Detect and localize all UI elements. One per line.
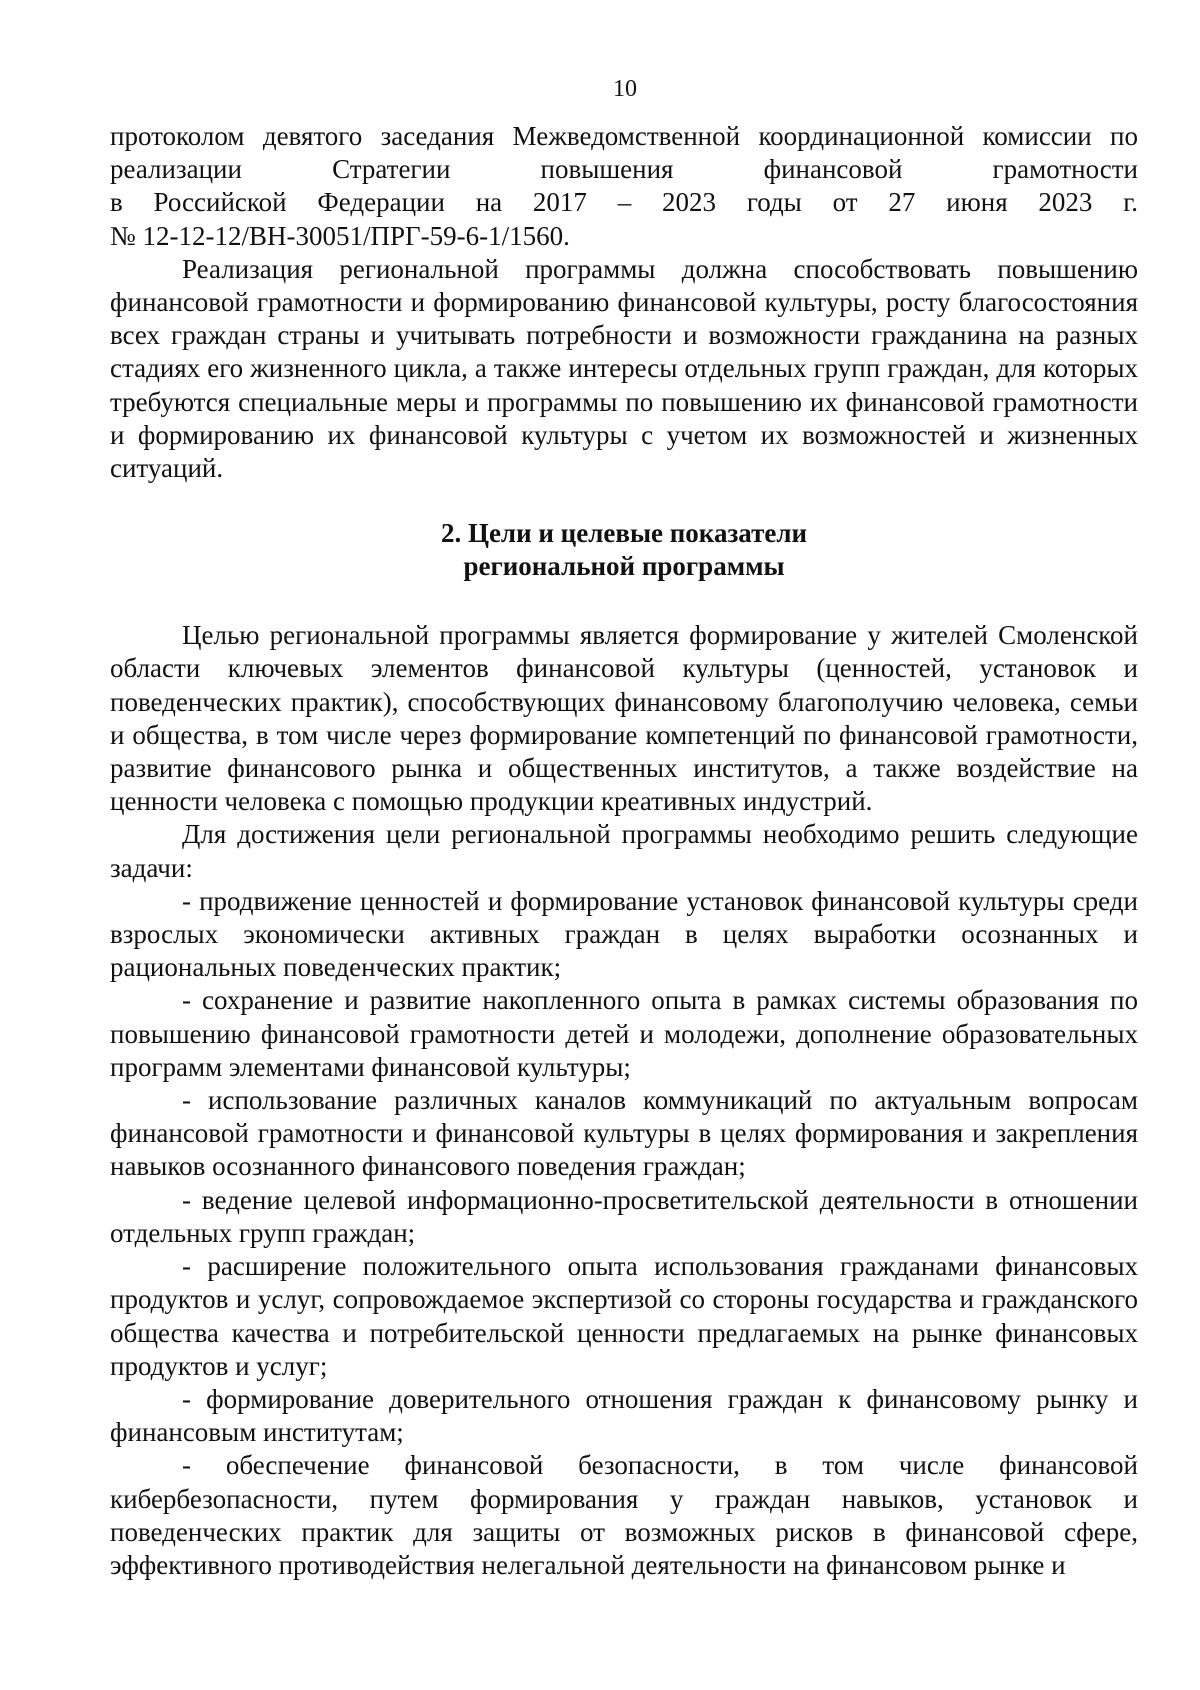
paragraph-implementation: Реализация региональной программы должна способствовать повышению финансовой грамотности и формированию финансовой культуры, росту благосостояния всех граждан страны и учитывать потребности и возможности гражданина на разных стадиях его жизненного цикла, а также интересы отдельных групп граждан, для которых требуются специальные меры и программы по повышению их финансовой грамотности и формированию их финансовой культуры с учетом их возможностей и жизненных ситуаций. — [110, 253, 1138, 484]
page-number: 10 — [613, 76, 637, 102]
intro-paragraph — [110, 120, 1138, 253]
intro-line: протоколом девятого заседания Межведомственной координационной комиссии по — [110, 121, 1138, 151]
intro-line: № 12-12-12/ВН-30051/ПРГ-59-6-1/1560. — [110, 220, 570, 251]
task-item: - ведение целевой информационно-просветительской деятельности в отношении отдельных групп граждан; — [110, 1184, 1138, 1248]
task-item: - использование различных каналов коммуникаций по актуальным вопросам финансовой грамотности и финансовой культуры в целях формирования и закрепления навыков осознанного финансового поведения граждан; — [110, 1085, 1138, 1182]
paragraph-tasks-intro: Для достижения цели региональной программы необходимо решить следующие задачи: — [110, 819, 1138, 883]
task-item: - расширение положительного опыта использования гражданами финансовых продуктов и услуг, сопровождаемое экспертизой со стороны государства и гражданского общества качества и потребительской ценности предлагаемых на рынке финансовых продуктов и услуг; — [110, 1251, 1138, 1381]
task-item: - формирование доверительного отношения граждан к финансовому рынку и финансовым институтам; — [110, 1383, 1138, 1448]
intro-line: реализации Стратегии повышения финансовой грамотности — [110, 154, 1138, 185]
section-title-line-2: региональной программы — [463, 551, 785, 582]
paragraph-goal: Целью региональной программы является формирование у жителей Смоленской области ключевых элементов финансовой культуры (ценностей, установок и поведенческих практик), способствующих финансовому благополучию человека, семьи и общества, в том числе через формирование компетенций по финансовой грамотности, развитие финансового рынка и общественных институтов, а также воздействие на ценности человека с помощью продукции креативных индустрий. — [110, 620, 1138, 817]
section-title-line-1: 2. Цели и целевые показатели — [440, 518, 808, 549]
task-item: - обеспечение финансовой безопасности, в том числе финансовой кибербезопасности, путем формирования у граждан навыков, установок и поведенческих практик для защиты от возможных рисков в финансовой сфере, эффективного противодействия нелегальной деятельности на финансовом рынке и — [110, 1450, 1138, 1580]
task-item: - сохранение и развитие накопленного опыта в рамках системы образования по повышению финансовой грамотности детей и молодежи, дополнение образовательных программ элементами финансовой культуры; — [110, 985, 1138, 1082]
intro-line: в Российской Федерации на 2017 – 2023 годы от 27 июня 2023 г. — [110, 187, 1138, 218]
section-heading — [110, 517, 1138, 583]
task-item: - продвижение ценностей и формирование установок финансовой культуры среди взрослых экономически активных граждан в целях выработки осознанных и рациональных поведенческих практик; — [110, 885, 1138, 983]
document-body — [110, 120, 1138, 1582]
